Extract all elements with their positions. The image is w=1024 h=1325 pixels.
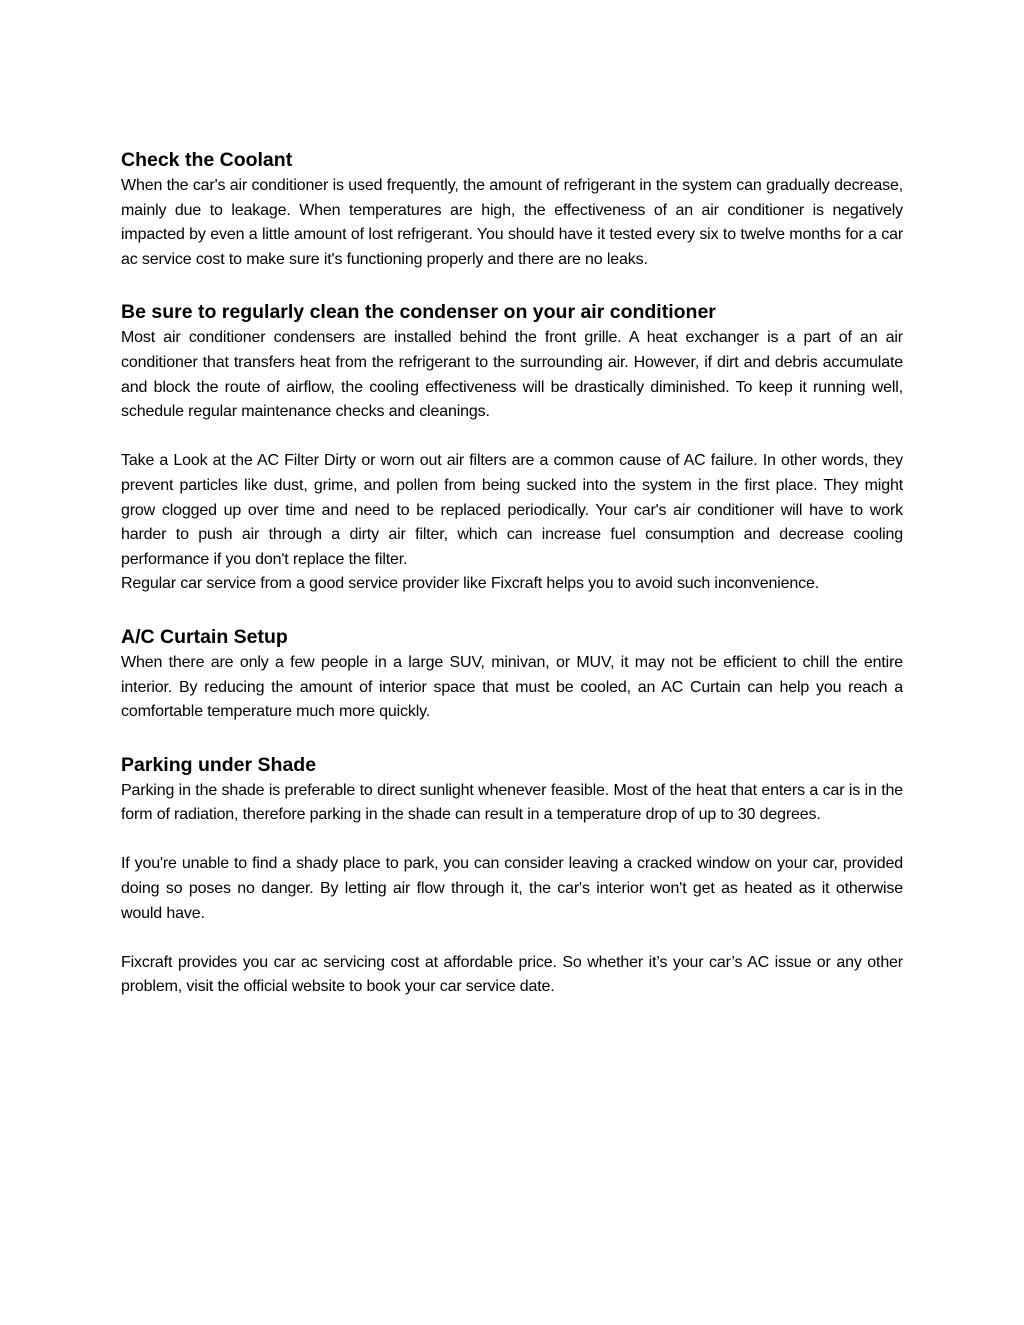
section-heading-parking-shade: Parking under Shade <box>121 753 317 776</box>
paragraph-clean-condenser: Most air conditioner condensers are installed behind the front grille. A heat exchanger is a part of an air conditioner that transfers heat from the refrigerant to the surrounding air. However, if dirt and debris accumulate and block the route of airflow, the cooling effectiveness will be drastically diminished. To keep it running well, schedule regular maintenance checks and cleanings. <box>121 329 903 421</box>
paragraph-check-coolant: When the car's air conditioner is used frequently, the amount of refrigerant in the system can gradually decrease, mainly due to leakage. When temperatures are high, the effectiveness of an air conditioner is negatively impacted by even a little amount of lost refrigerant. You should have it tested every six to twelve months for a car ac service cost to make sure it's functioning properly and there are no leaks. <box>121 177 903 268</box>
section-heading-ac-curtain: A/C Curtain Setup <box>121 625 288 648</box>
section-heading-check-coolant: Check the Coolant <box>121 149 293 171</box>
paragraph-parking-shade: Parking in the shade is preferable to direct sunlight whenever feasible. Most of the heat that enters a car is in the form of radiation, therefore parking in the shade can result in a temperature drop of up to 30 degrees. <box>121 781 903 824</box>
section-heading-clean-condenser: Be sure to regularly clean the condenser on your air conditioner <box>121 301 716 324</box>
paragraph-ac-filter: Take a Look at the AC Filter Dirty or worn out air filters are a common cause of AC failure. In other words, they prevent particles like dust, grime, and pollen from being sucked into the system in the first place. They might grow clogged up over time and need to be replaced periodically. Your car's air conditioner will have to work harder to push air through a dirty air filter, which can increase fuel consumption and decrease cooling performance if you don't replace the filter. <box>121 452 903 568</box>
paragraph-regular-service: Regular car service from a good service provider like Fixcraft helps you to avoid such inconvenience. <box>121 575 820 593</box>
paragraph-cracked-window: If you're unable to find a shady place to park, you can consider leaving a cracked window on your car, provided doing so poses no danger. By letting air flow through it, the car's interior won't get as heated as it otherwise would have. <box>121 855 903 922</box>
document-body <box>121 146 903 1000</box>
paragraph-fixcraft-closing: Fixcraft provides you car ac servicing cost at affordable price. So whether it’s your car’s AC issue or any other problem, visit the official website to book your car service date. <box>121 953 903 996</box>
paragraph-ac-curtain: When there are only a few people in a large SUV, minivan, or MUV, it may not be efficient to chill the entire interior. By reducing the amount of interior space that must be cooled, an AC Curtain can help you reach a comfortable temperature much more quickly. <box>121 653 903 721</box>
